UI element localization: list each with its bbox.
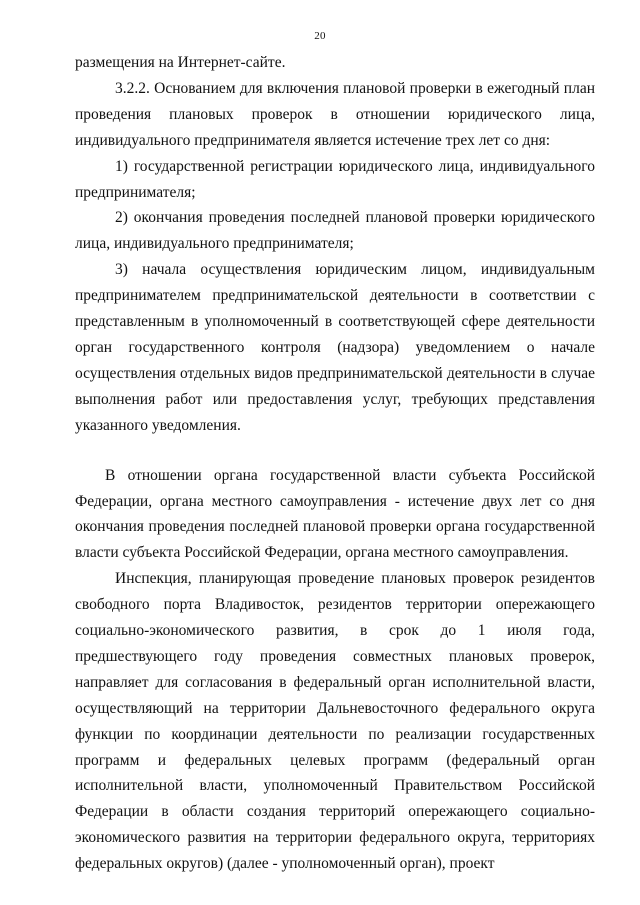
page-number: 20 xyxy=(314,30,326,42)
paragraph-continuation: размещения на Интернет-сайте. xyxy=(75,54,286,71)
list-item-3: 3) начала осуществления юридическим лицом, индивидуальным предпринимателем предпринимательской деятельности в соответствии с представленным в уполномоченный в соответствующей сфере деятельности орган государственного контроля (надзора) уведомлением о начале осуществления отдельных видов предпринимательской деятельности в случае выполнения работ или предоставления услуг, требующих представления указанного уведомления. xyxy=(75,261,595,434)
paragraph-inspection: Инспекция, планирующая проведение плановых проверок резидентов свободного порта Владивосток, резидентов территории опережающего социально-экономического развития, в срок до 1 июля года, предшествующего году проведения совместных плановых проверок, направляет для согласования в федеральный орган исполнительной власти, осуществляющий на территории Дальневосточного федерального округа функции по координации деятельности по реализации государственных программ и федеральных целевых программ (федеральный орган исполнительной власти, уполномоченный Правительством Российской Федерации в области создания территорий опережающего социально-экономического развития на территории федерального округа, территориях федеральных округов) (далее - уполномоченный орган), проект xyxy=(75,570,595,873)
list-item-2: 2) окончания проведения последней плановой проверки юридического лица, индивидуального предпринимателя; xyxy=(75,209,595,253)
list-item-1: 1) государственной регистрации юридического лица, индивидуального предпринимателя; xyxy=(75,157,595,201)
paragraph-government-bodies: В отношении органа государственной власти субъекта Российской Федерации, органа местного самоуправления - истечение двух лет со дня окончания проведения последней плановой проверки органа государственной власти субъекта Российской Федерации, органа местного самоуправления. xyxy=(75,466,595,562)
paragraph-3-2-2: 3.2.2. Основанием для включения плановой проверки в ежегодный план проведения плановых проверок в отношении юридического лица, индивидуального предпринимателя является истечение трех лет со дня: xyxy=(75,79,595,149)
document-body xyxy=(75,50,595,877)
